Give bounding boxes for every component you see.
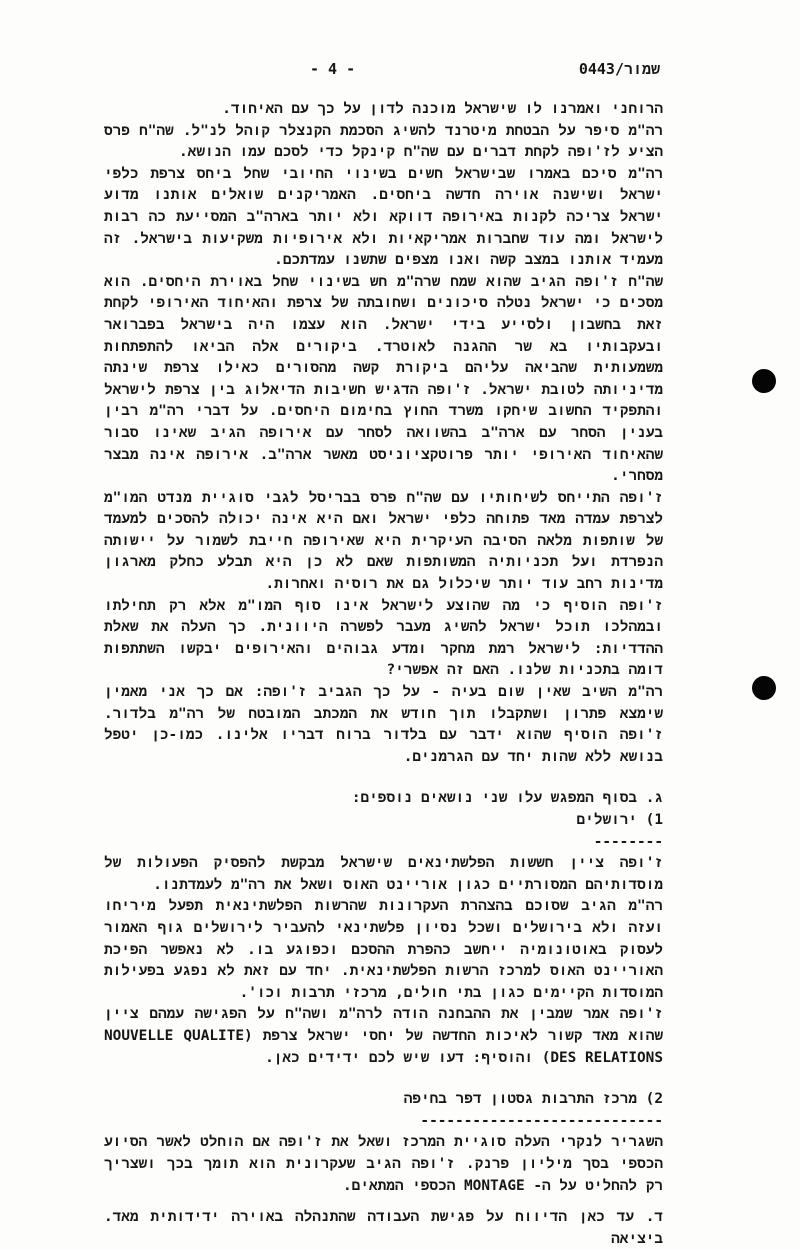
section-d-paragraph: ד. עד כאן הדיווח על פגישת העבודה שהתנהלה באוירה ידידותית מאד. ביציאה — [104, 1209, 663, 1247]
item-1-paragraph-3: ז'ופה אמר שמבין את ההבחנה הודה לרה"מ ושה"ח על הפגישה עמהם ציין שהוא מאד קשור לאיכות החדשה של יחסי ישראל צרפת (NOUVELLE QUALITE DES RELATIONS) והוסיף: דעו שיש לכם ידידים כאן. — [104, 1006, 663, 1066]
paragraph-3: רה"מ סיכם באמרו שבישראל חשים בשינוי החיובי שחל ביחס צרפת כלפי ישראל ושישנה אוירה חדשה ביחסים. האמריקנים שואלים אותנו מדוע ישראל צריכה לקנות באירופה דווקא ולא יותר בארה"ב המסייעת כה רבות לישראל ומה עוד שחברות אמריקאיות ולא אירופיות משקיעות בישראל. זה מעמיד אותנו במצב קשה ואנו מצפים שתשנו עמדתכם. — [104, 165, 663, 269]
spacer — [104, 1069, 663, 1089]
item-1-title: 1) ירושלים — [576, 812, 663, 828]
punch-hole-bottom — [752, 676, 776, 700]
document-reference: שמור/0443 — [578, 60, 660, 78]
item-2-paragraph: השגריר לנקרי העלה סוגיית המרכז ושאל את ז'ופה אם הוחלט לאשר הסיוע הכספי בסך מיליון פרנק. ז'ופה הגיב שעקרונית הוא תומך בכך ושצריך רק להחליט על ה- MONTAGE הכספי המתאים. — [104, 1134, 663, 1194]
item-2-underline: ---------------------------- — [420, 1112, 663, 1129]
paragraph-1: הרוחני ואמרנו לו שישראל מוכנה לדון על כך עם האיחוד. — [222, 101, 663, 117]
paragraph-6: ז'ופה הוסיף כי מה שהוצע לישראל אינו סוף המו"מ אלא רק תחילתו ובמהלכו תוכל ישראל להשיג מעבר לפשרה היוונית. כך העלה את שאלת ההדדיות: לישראל רמת מחקר ומדע גבוהים והאירופים יבקשו השתתפות דומה בתכניות שלנו. האם זה אפשרי? — [104, 597, 663, 679]
item-1-paragraph-1: ז'ופה ציין חששות הפלשתינאים שישראל מבקשת להפסיק הפעולות של מוסדותיהם המסורתיים כגון אוריינט האוס ושאל את רה"מ לעמדתנו. — [104, 855, 663, 893]
paragraph-5: ז'ופה התייחס לשיחותיו עם שה"ח פרס בבריסל לגבי סוגיית מנדט המו"מ לצרפת עמדה מאד פתוחה כלפי ישראל ואם היא אינה יכולה להסכים למעמד של שותפות מלאה הסיבה העיקרית היא שאירופה חייבת לשמור על יישותה הנפרדת ועל תכניותיה המשותפות שאם לא כן היא תבלע כחלק מארגון מדינות רחב עוד יותר שיכלול גם את רוסיה ואחרות. — [104, 489, 663, 593]
faint-header-mark — [200, 2, 660, 28]
page-number: - 4 - — [310, 60, 356, 78]
spacer — [104, 1197, 663, 1207]
item-2-title: 2) מרכז התרבות גסטון דפר בחיפה — [403, 1091, 663, 1108]
document-body — [104, 99, 663, 1247]
paragraph-7: רה"מ השיב שאין שום בעיה - על כך הגביב ז'ופה: אם כך אני מאמין שימצא פתרון ושתקבלו תוך חודש את המכתב המובטח של רה"מ בלדור. ז'ופה הוסיף שהוא ידבר עם בלדור ברוח דבריו אלינו. כמו-כן יטפל בנושא ללא שהות יחד עם הגרמנים. — [104, 684, 663, 765]
item-1-underline: -------- — [593, 833, 663, 850]
page-header — [100, 60, 660, 82]
spacer — [104, 768, 663, 788]
punch-hole-top — [752, 369, 776, 393]
paragraph-2: רה"מ סיפר על הבטחת מיטרנד להשיג הסכמת הקנצלר קוהל לנ"ל. שה"ח פרס הציע לז'ופה לקחת דברים עם שה"ח קינקל כדי לסכם עמו הנושא. — [104, 122, 663, 161]
paragraph-4: שה"ח ז'ופה הגיב שהוא שמח שרה"מ חש בשינוי שחל באוירת היחסים. הוא מסכים כי ישראל נטלה סיכונים ושחובתה של צרפת והאיחוד האירופי לקחת זאת בחשבון ולסייע בידי ישראל. הוא עצמו היה בישראל בפברואר ובעקבותיו בא שר ההגנה לאוטרד. ביקורים אלה הביאו להתפתחות משמעותית שהביאה עליהם ביקורת קשה מהסורים כאילו צרפת שינתה מדיניותה לטובת ישראל. ז'ופה הדגיש חשיבות הדיאלוג בין צרפת לישראל והתפקיד החשוב שיחקו משרד החוץ בחימום היחסים. על דברי רה"מ רבין בענין הסחר עם ארה"ב בהשוואה לסחר עם אירופה הגיב שאינו סבור שהאיחוד האירופי יותר פרוטקציוניסט מאשר ארה"ב. אירופה אינה מבצר מסחרי. — [104, 273, 663, 485]
section-g-title: ג. בסוף המפגש עלו שני נושאים נוספים: — [351, 790, 663, 807]
item-1-paragraph-2: רה"מ הגיב שסוכם בהצהרת העקרונות שהרשות הפלשתינאית תפעל מיריחו ועזה ולא בירושלים ושכל נסיון פלשתינאי להעביר לירושלים גוף האמור לעסוק באוטונומיה ייחשב כהפרת ההסכם וכפוגע בו. לא נאפשר הפיכת האוריינט האוס למרכז הרשות הפלשתינאית. יחד עם זאת לא נפגע בפעילות המוסדות הקיימים כגון בתי חולים, מרכזי תרבות וכו'. — [104, 898, 663, 1001]
